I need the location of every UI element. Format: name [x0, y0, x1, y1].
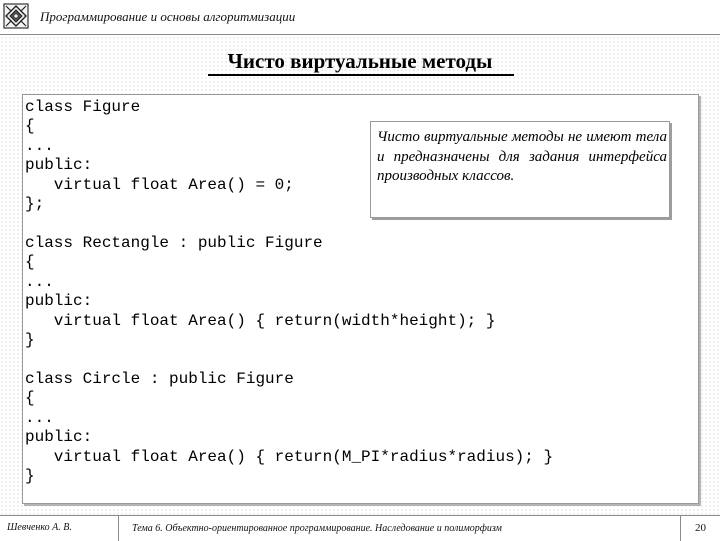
slide-title: Чисто виртуальные методы	[227, 49, 493, 73]
circle-class-code: class Circle : public Figure { ... public: virtual float Area() { return(M_PI*radius*radius); } }	[25, 370, 554, 486]
page-number: 20	[695, 522, 706, 534]
note-box	[370, 121, 670, 218]
footer-author: Шевченко А. В.	[7, 522, 72, 533]
footer-divider	[118, 516, 119, 541]
course-title: Программирование и основы алгоритмизации	[40, 9, 296, 24]
header-bar	[0, 0, 720, 35]
note-text: Чисто виртуальные методы не имеют тела и предназначены для задания интерфейса производных классов.	[377, 129, 667, 184]
title-underline	[208, 74, 514, 76]
rectangle-class-code: class Rectangle : public Figure { ... public: virtual float Area() { return(width*height); } }	[25, 234, 496, 350]
footer-bar	[0, 515, 720, 541]
ornament-logo-icon	[3, 3, 29, 29]
figure-class-code: class Figure { ... public: virtual float Area() = 0; };	[25, 98, 294, 214]
footer-topic: Тема 6. Объектно-ориентированное программирование. Наследование и полиморфизм	[132, 523, 502, 534]
